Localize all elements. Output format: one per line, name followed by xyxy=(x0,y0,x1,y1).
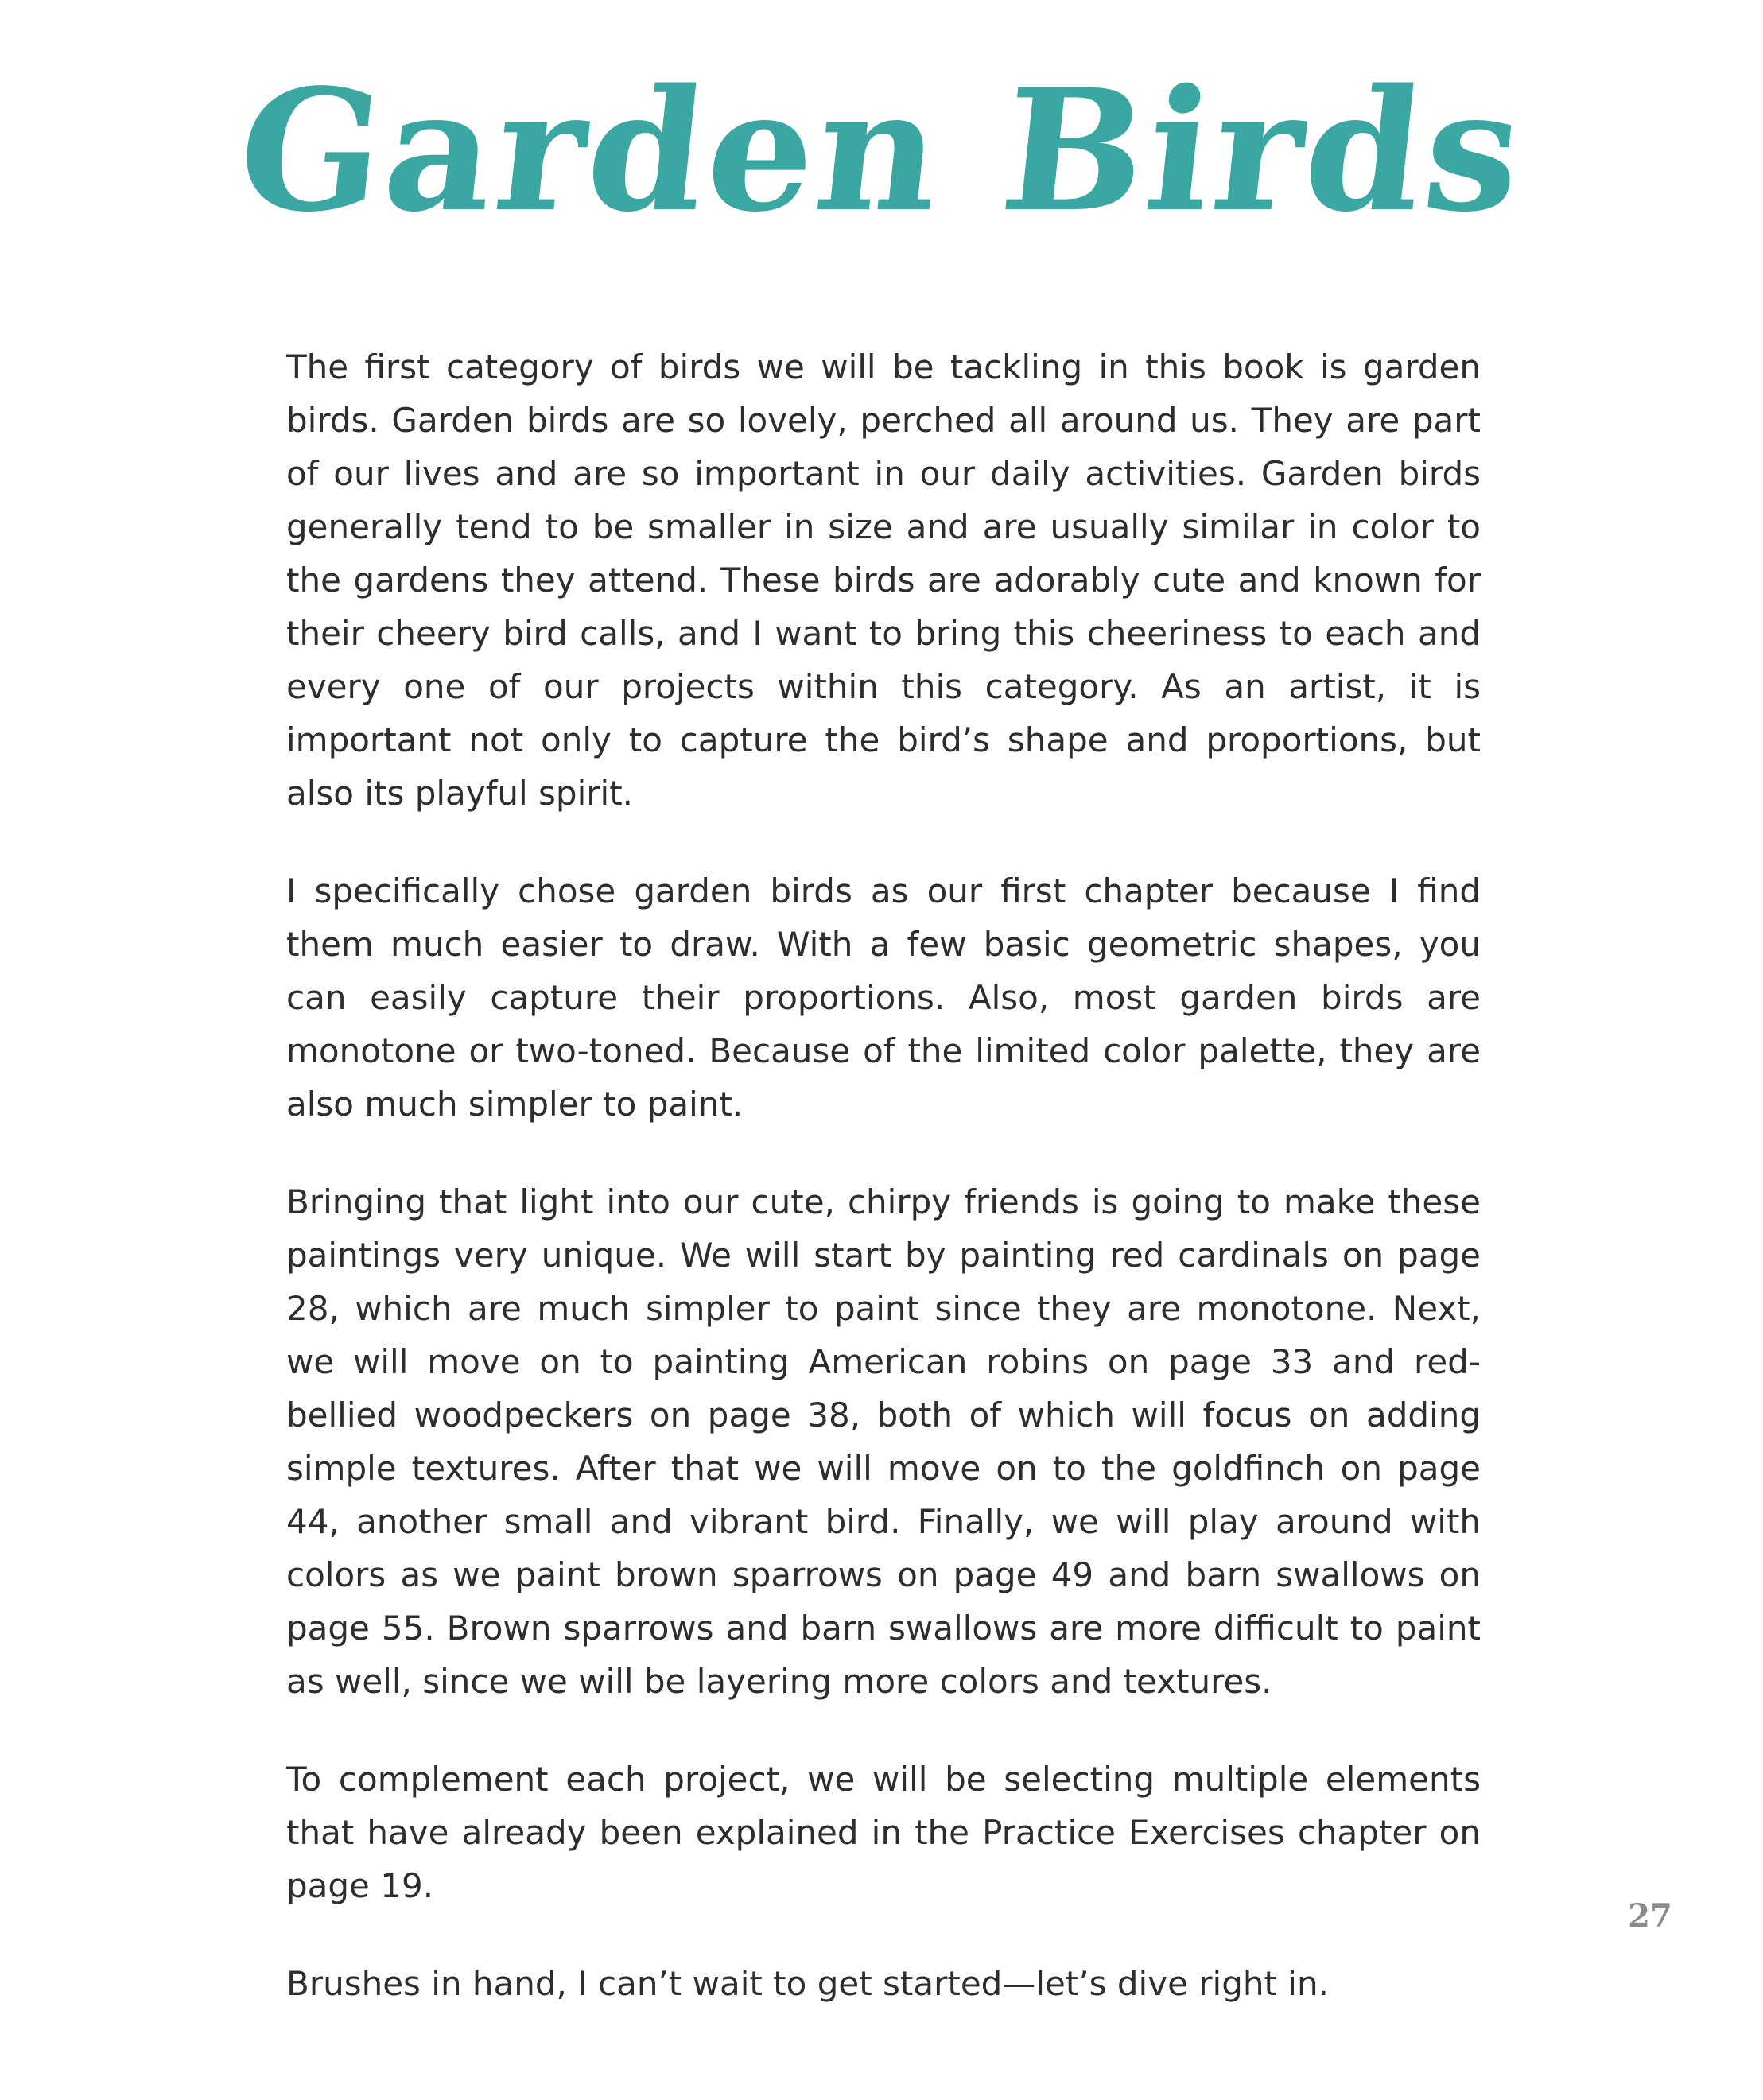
paragraph-why-garden-birds: I specifically chose garden birds as our first chapter because I find them much easier to draw. With a few basic geometric shapes, you can easily capture their proportions. Also, most garden birds are monotone or two-toned. Because of the limited color palette, they are also much simpler to paint. xyxy=(286,871,1481,1124)
paragraph-intro: The first category of birds we will be tackling in this book is garden birds. Garden birds are so lovely, perched all around us. They are part of our lives and are so important in our daily activities. Garden birds generally tend to be smaller in size and are usually similar in color to the gardens they attend. These birds are adorably cute and known for their cheery bird calls, and I want to bring this cheeriness to each and every one of our projects within this category. As an artist, it is important not only to capture the bird’s shape and proportions, but also its playful spirit. xyxy=(286,347,1481,813)
paragraph-project-overview: Bringing that light into our cute, chirpy friends is going to make these paintings very unique. We will start by painting red cardinals on page 28, which are much simpler to paint since they are monotone. Next, we will move on to painting American robins on page 33 and red-bellied woodpeckers on page 38, both of which will focus on adding simple textures. After that we will move on to the goldfinch on page 44, another small and vibrant bird. Finally, we will play around with colors as we paint brown sparrows on page 49 and barn swallows on page 55. Brown sparrows and barn swallows are more difficult to paint as well, since we will be layering more colors and textures. xyxy=(286,1182,1481,1701)
paragraph-practice-exercises: To complement each project, we will be selecting multiple elements that have already been explained in the Practice Exercises chapter on page 19. xyxy=(286,1760,1481,1905)
page-title: Garden Birds xyxy=(229,52,1534,249)
paragraph-closing: Brushes in hand, I can’t wait to get started—let’s dive right in. xyxy=(286,1964,1329,2003)
page-number: 27 xyxy=(1628,1897,1672,1935)
body-text xyxy=(286,340,1481,2055)
